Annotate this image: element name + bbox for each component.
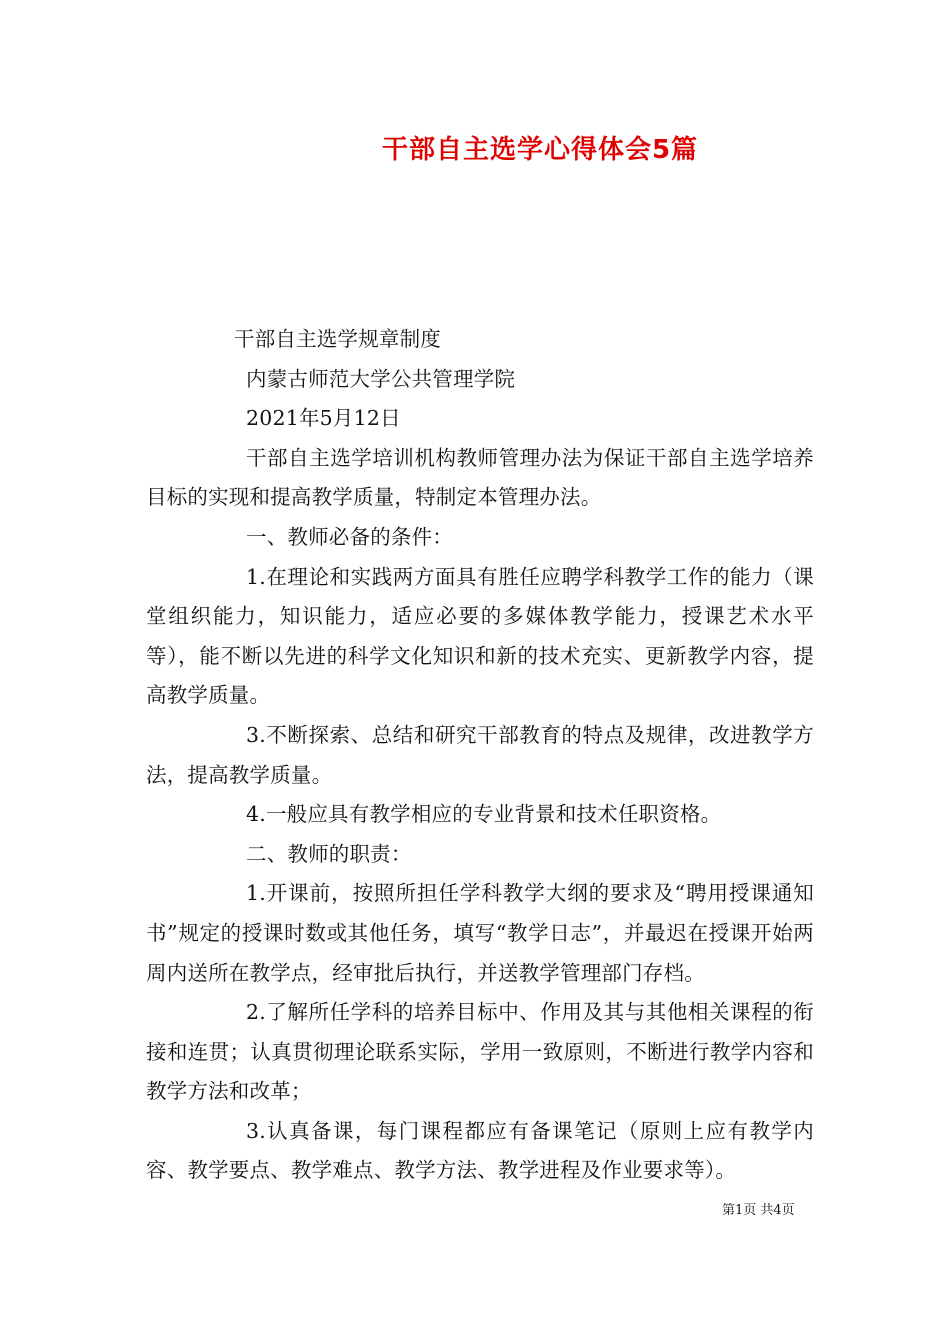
document-body bbox=[146, 320, 814, 1191]
section-heading: 二、教师的职责： bbox=[246, 841, 412, 866]
body-paragraph: 3.不断探索、总结和研究干部教育的特点及规律，改进教学方法，提高教学质量。 bbox=[146, 722, 814, 787]
body-paragraph: 4.一般应具有教学相应的专业背景和技术任职资格。 bbox=[246, 802, 722, 827]
body-paragraph: 2.了解所任学科的培养目标中、作用及其与其他相关课程的衔接和连贯；认真贯彻理论联系实际，学用一致原则，不断进行教学内容和教学方法和改革； bbox=[146, 1000, 814, 1104]
page-number: 第1页 共4页 bbox=[722, 1203, 795, 1218]
section-heading: 一、教师必备的条件： bbox=[246, 524, 453, 549]
body-paragraph: 3.认真备课，每门课程都应有备课笔记（原则上应有教学内容、教学要点、教学难点、教学方法、教学进程及作业要求等）。 bbox=[146, 1118, 814, 1183]
body-paragraph: 内蒙古师范大学公共管理学院 bbox=[246, 366, 516, 391]
body-paragraph: 2021年5月12日 bbox=[246, 406, 401, 431]
body-paragraph: 1.在理论和实践两方面具有胜任应聘学科教学工作的能力（课堂组织能力，知识能力，适应必要的多媒体教学能力，授课艺术水平等），能不断以先进的科学文化知识和新的技术充实、更新教学内容，提高教学质量。 bbox=[146, 564, 814, 708]
body-paragraph: 干部自主选学规章制度 bbox=[234, 327, 441, 351]
document-title: 干部自主选学心得体会5篇 bbox=[381, 135, 699, 165]
body-paragraph: 干部自主选学培训机构教师管理办法为保证干部自主选学培养目标的实现和提高教学质量，特制定本管理办法。 bbox=[146, 445, 814, 510]
body-paragraph: 1.开课前，按照所担任学科教学大纲的要求及“聘用授课通知书”规定的授课时数或其他任务，填写“教学日志”，并最迟在授课开始两周内送所在教学点，经审批后执行，并送教学管理部门存档。 bbox=[146, 881, 814, 985]
